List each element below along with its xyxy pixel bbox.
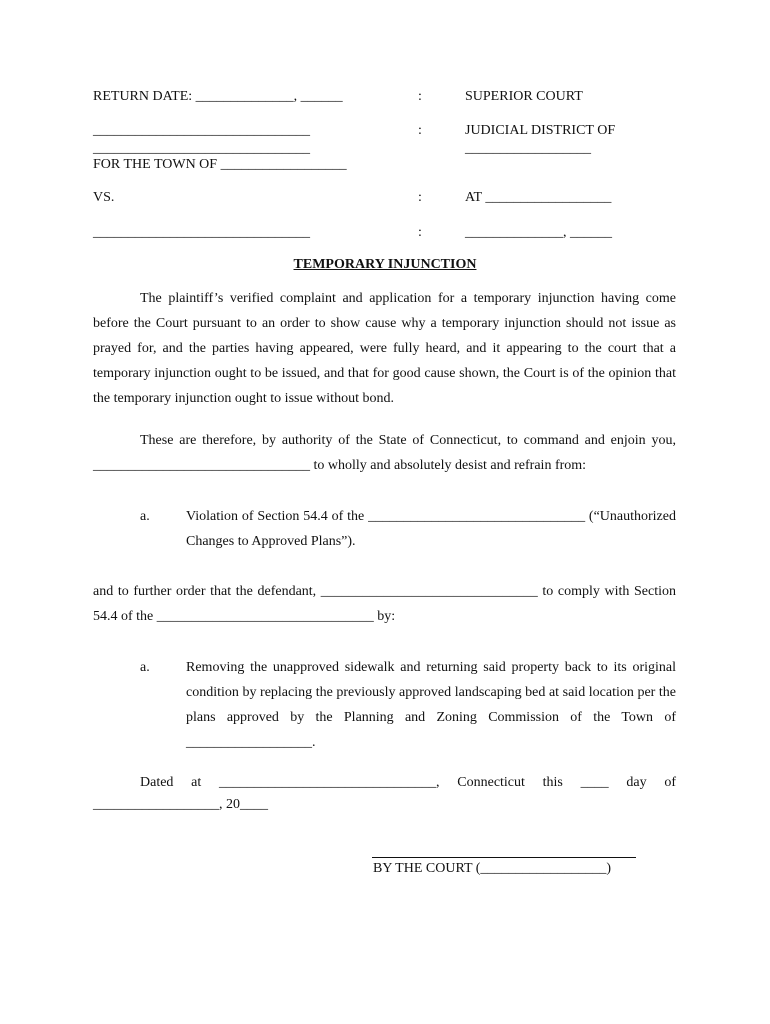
- judicial-district: JUDICIAL DISTRICT OF: [465, 123, 616, 138]
- caption-colon: :: [418, 123, 422, 138]
- plaintiff-blank-line-2: _______________________________: [93, 141, 310, 156]
- dated-line: Dated at _______________________________, Connecticut this ____ day of __________________, 20____: [93, 775, 676, 812]
- paragraph-order: and to further order that the defendant, _______________________________ to comply with Section 54.4 of the _______________________________ by:: [93, 584, 676, 624]
- plaintiff-blank-line: _______________________________: [93, 123, 310, 138]
- by-the-court: BY THE COURT (__________________): [373, 861, 612, 876]
- list-item-violation: Violation of Section 54.4 of the _______________________________ (“Unauthorized Changes to Approved Plans”).: [186, 509, 676, 549]
- caption-colon: :: [418, 225, 422, 240]
- document-title: TEMPORARY INJUNCTION: [293, 257, 477, 272]
- caption-colon: :: [418, 89, 422, 104]
- judicial-district-blank: __________________: [465, 141, 591, 156]
- list-item-letter: a.: [140, 509, 150, 524]
- defendant-blank-line: _______________________________: [93, 225, 310, 240]
- for-the-town: FOR THE TOWN OF __________________: [93, 157, 347, 172]
- paragraph-command: These are therefore, by authority of the State of Connecticut, to command and enjoin you, _______________________________ to wholly and absolutely desist and refrain from:: [93, 433, 676, 473]
- versus-label: VS.: [93, 190, 115, 205]
- superior-court: SUPERIOR COURT: [465, 89, 583, 104]
- return-date: RETURN DATE: ______________, ______: [93, 89, 343, 104]
- caption-date-blank: ______________, ______: [465, 225, 612, 240]
- list-item-remedy: Removing the unapproved sidewalk and returning said property back to its original condition by replacing the previously approved landscaping bed at said location per the plans approved by the Planning and Zoning Commission of the Town of __________________.: [186, 660, 676, 750]
- paragraph-findings: The plaintiff’s verified complaint and application for a temporary injunction having come before the Court pursuant to an order to show cause why a temporary injunction should not issue as prayed for, and the parties having appeared, were fully heard, and it appearing to the court that a temporary injunction ought to be issued, and that for good cause shown, the Court is of the opinion that the temporary injunction ought to issue without bond.: [93, 291, 676, 406]
- caption-colon: :: [418, 190, 422, 205]
- list-item-letter: a.: [140, 660, 150, 675]
- court-location: AT __________________: [465, 190, 612, 205]
- signature-line: [372, 857, 636, 858]
